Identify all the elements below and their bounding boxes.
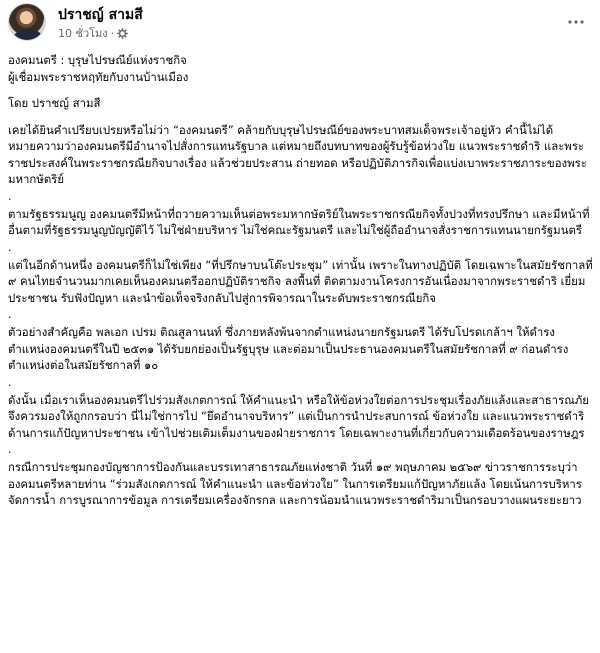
more-options-button[interactable] [562,8,590,28]
author-avatar[interactable] [8,3,46,41]
post-header [0,0,600,44]
paragraph-4: ตัวอย่างสำคัญคือ พลเอก เปรม ติณสูลานนท์ ซึ่งภายหลังพ้นจากตำแหน่งนายกรัฐมนตรี ได้รับโปรดเกล้าฯ ให้ดำรงตำแหน่งองคมนตรีในปี ๒๕๓๑ ได้รับยกย่องเป็นรัฐบุรุษ และต่อมาเป็นประธานองคมนตรีในสมัยรัชกาลที่ ๙ ก่อนดำรงตำแหน่งต่อในสมัยรัชกาลที่ ๑๐ [8,325,569,372]
post-body [8,52,597,509]
post-timestamp[interactable]: 10 ชั่วโมง [58,27,108,40]
gear-icon[interactable] [117,28,128,39]
spacer [8,85,594,95]
spacer [8,112,594,122]
avatar-figure [14,29,42,41]
post-title-line-2: ผู้เชื่อมพระราชหฤทัยกับงานบ้านเมือง [8,69,189,84]
paragraph-separator: . [8,240,12,254]
paragraph-1: เคยได้ยินคำเปรียบเปรยหรือไม่ว่า “องคมนตรี” คล้ายกับบุรุษไปรษณีย์ของพระบาทสมเด็จพระเจ้าอยู่หัว คำนี้ไม่ได้หมายความว่าองคมนตรีมีอำนาจไปสั่งการแทนรัฐบาล แต่หมายถึงบทบาทของผู้รับรู้ข้อห่วงใย แนวพระราชดำริ และพระราชประสงค์ในพระราชกรณียกิจบางเรื่อง แล้วช่วยประสาน ถ่ายทอด หรือปฏิบัติภารกิจเพื่อแบ่งเบาพระราชภาระของพระมหากษัตริย์ [8,122,587,186]
paragraph-separator: . [8,189,12,203]
more-horizontal-icon [568,9,584,28]
post-meta [58,24,128,42]
paragraph-separator: . [8,443,12,456]
paragraph-separator: . [8,308,12,321]
post-byline: โดย ปราชญ์ สามสี [8,96,101,110]
post-title-line-1: องคมนตรี : บุรุษไปรษณีย์แห่งราชกิจ [8,53,187,67]
paragraph-separator: . [8,375,12,389]
paragraph-3: แต่ในอีกด้านหนึ่ง องคมนตรีก็ไม่ใช่เพียง “ที่ปรึกษาบนโต๊ะประชุม” เท่านั้น เพราะในทางปฏิบัติ โดยเฉพาะในสมัยรัชกาลที่ ๙ คนไทยจำนวนมากเคยเห็นองคมนตรีออกปฏิบัติราชกิจ ลงพื้นที่ ติดตามงานโครงการอันเนื่องมาจากพระราชดำริ เยี่ยมประชาชน รับฟังปัญหา และนำข้อเท็จจริงกลับไปสู่การพิจารณาในระดับพระราชกรณียกิจ [8,257,597,305]
paragraph-6: กรณีการประชุมกองบัญชาการป้องกันและบรรเทาสาธารณภัยแห่งชาติ วันที่ ๑๙ พฤษภาคม ๒๕๖๙ ข่าวราชการระบุว่าองคมนตรีหลายท่าน “ร่วมสังเกตการณ์ ให้คำแนะนำ และข้อห่วงใย” ในการเตรียมแก้ปัญหาภัยแล้ง โดยเน้นการบริหารจัดการน้ำ การบูรณาการข้อมูล การเตรียมเครื่องจักรกล และการน้อมนำแนวพระราชดำริมาเป็นกรอบวางแผนระยะยาว [8,460,582,507]
paragraph-5: ดังนั้น เมื่อเราเห็นองคมนตรีไปร่วมสังเกตการณ์ ให้คำแนะนำ หรือให้ข้อห่วงใยต่อการประชุมเรื่องภัยแล้งและสาธารณภัย จึงควรมองให้ถูกกรอบว่า นี่ไม่ใช่การไป “ยึดอำนาจบริหาร” แต่เป็นการนำประสบการณ์ ข้อห่วงใย และแนวพระราชดำริด้านการแก้ปัญหาประชาชน เข้าไปช่วยเติมเต็มงานของฝ่ายราชการ โดยเฉพาะงานที่เกี่ยวกับความเดือดร้อนของราษฎร [8,392,593,440]
meta-separator: · [110,26,115,40]
author-name[interactable]: ปราชญ์ สามสี [58,7,143,23]
paragraph-2: ตามรัฐธรรมนูญ องคมนตรีมีหน้าที่ถวายความเห็นต่อพระมหากษัตริย์ในพระราชกรณียกิจทั้งปวงที่ทรงปรึกษา และมีหน้าที่อื่นตามที่รัฐธรรมนูญบัญญัติไว้ ไม่ใช่ฝ่ายบริหาร ไม่ใช่คณะรัฐมนตรี และไม่ใช่ผู้ถืออำนาจสั่งราชการแทนนายกรัฐมนตรี [8,206,590,237]
